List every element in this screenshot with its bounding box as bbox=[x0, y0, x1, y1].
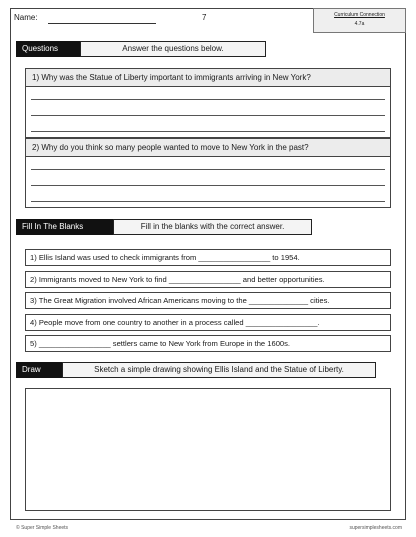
answer-line[interactable] bbox=[31, 99, 385, 100]
curriculum-title: Curriculum Connection bbox=[334, 12, 385, 18]
answer-line[interactable] bbox=[31, 185, 385, 186]
question-box-1 bbox=[25, 68, 391, 138]
fill-blanks-tab: Fill In The Blanks bbox=[16, 219, 113, 235]
fill-blank-item[interactable]: 1) Ellis Island was used to check immigrants from _________________ to 1954. bbox=[25, 249, 391, 266]
name-label: Name: bbox=[14, 13, 38, 22]
questions-instruction: Answer the questions below. bbox=[80, 41, 266, 57]
name-field[interactable] bbox=[48, 23, 156, 24]
fill-blank-item[interactable]: 5) _________________ settlers came to New York from Europe in the 1600s. bbox=[25, 335, 391, 352]
question-box-2 bbox=[25, 138, 391, 208]
fill-blanks-instruction: Fill in the blanks with the correct answer. bbox=[113, 219, 312, 235]
fill-blank-item[interactable]: 3) The Great Migration involved African Americans moving to the ______________ cities. bbox=[25, 292, 391, 309]
page-number: 7 bbox=[202, 13, 207, 22]
curriculum-connection-box bbox=[313, 8, 406, 33]
footer-copyright: © Super Simple Sheets bbox=[16, 525, 69, 531]
drawing-area[interactable] bbox=[25, 388, 391, 511]
answer-line[interactable] bbox=[31, 201, 385, 202]
answer-line[interactable] bbox=[31, 131, 385, 132]
question-1-text: 1) Why was the Statue of Liberty important to immigrants arriving in New York? bbox=[26, 69, 390, 87]
answer-line[interactable] bbox=[31, 169, 385, 170]
question-2-text: 2) Why do you think so many people wanted to move to New York in the past? bbox=[26, 139, 390, 157]
draw-instruction: Sketch a simple drawing showing Ellis Island and the Statue of Liberty. bbox=[62, 362, 376, 378]
curriculum-code: 4.7a bbox=[354, 21, 365, 27]
fill-blank-item[interactable]: 2) Immigrants moved to New York to find _________________ and better opportunities. bbox=[25, 271, 391, 288]
footer-website[interactable]: supersimplesheets.com bbox=[349, 525, 402, 531]
answer-line[interactable] bbox=[31, 115, 385, 116]
questions-tab: Questions bbox=[16, 41, 80, 57]
fill-blank-item[interactable]: 4) People move from one country to another in a process called _________________. bbox=[25, 314, 391, 331]
draw-tab: Draw bbox=[16, 362, 62, 378]
